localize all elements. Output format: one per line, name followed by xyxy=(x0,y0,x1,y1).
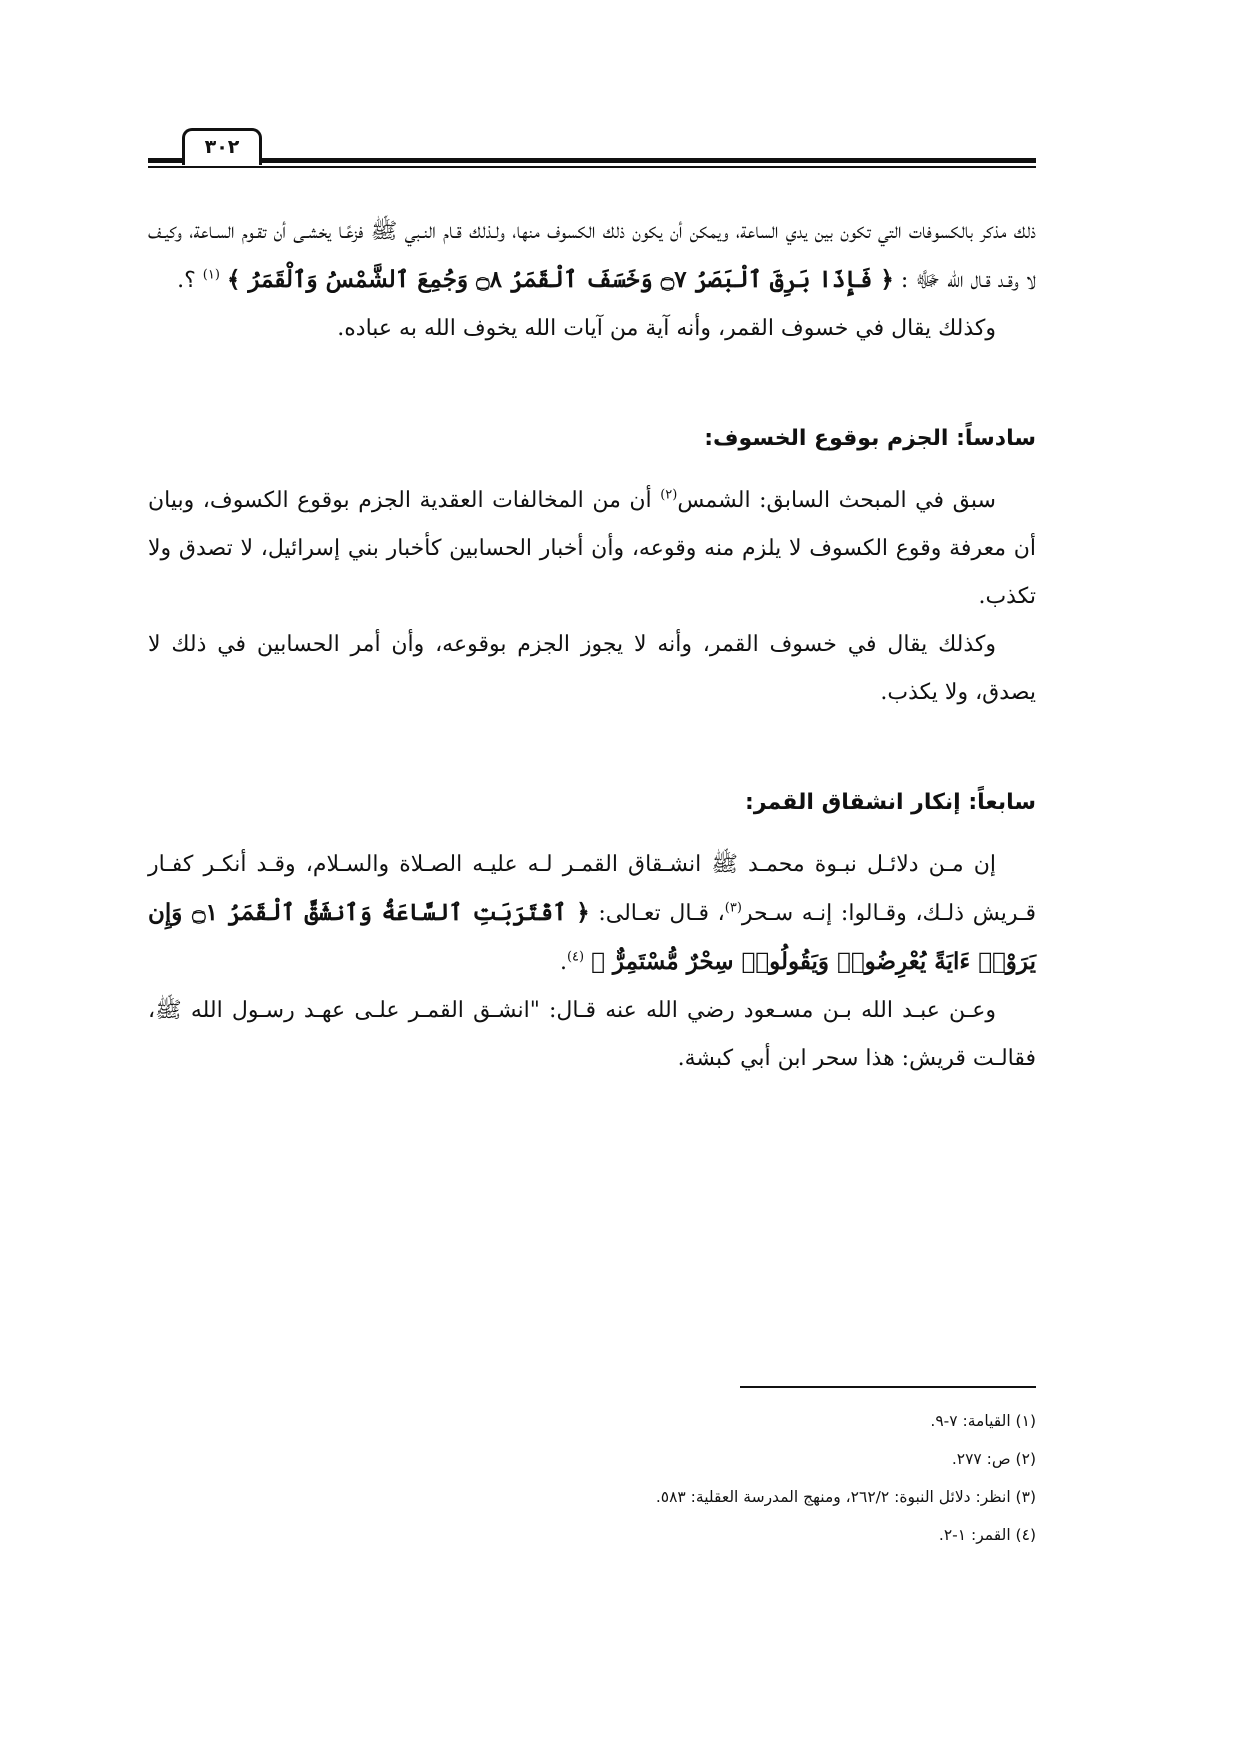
header-rule-thick xyxy=(148,158,1036,163)
footnote-ref: (٣) xyxy=(724,900,742,916)
quran-verse: ﴿ فَإِذَا بَرِقَ ٱلْبَصَرُ ۝٧ وَخَسَفَ ٱلْقَمَرُ ۝٨ وَجُمِعَ ٱلشَّمْسُ وَٱلْقَمَرُ ﴾ xyxy=(226,266,894,293)
paragraph: وكذلك يقال في خسوف القمر، وأنه لا يجوز الجزم بوقوعه، وأن أمر الحسابين في ذلك لا يصدق، ولا يكذب. xyxy=(148,632,1036,705)
footnote: (٢) ص: ٢٧٧. xyxy=(951,1450,1036,1468)
page-number: ٣٠٢ xyxy=(182,128,262,165)
paragraph xyxy=(148,477,1036,621)
footnote-ref: (١) xyxy=(202,267,220,283)
paragraph xyxy=(148,208,1036,305)
section-heading: سادساً: الجزم بوقوع الخسوف: xyxy=(704,426,1036,451)
paragraph-text: . xyxy=(559,950,567,975)
footnote-ref: (٤) xyxy=(566,949,585,965)
page-header xyxy=(148,128,1036,168)
footnote-separator xyxy=(740,1386,1036,1388)
paragraph xyxy=(148,841,1036,987)
paragraph: وعـن عبـد الله بـن مسـعود رضي الله عنه قـال: "انشـق القمـر علـى عهـد رسـول الله ﷺ، فقالـت قريش: هذا سحر ابن أبي كبشة. xyxy=(148,998,1036,1071)
paragraph-text: ؟. xyxy=(177,268,196,293)
footnote-ref: (٢) xyxy=(660,487,678,503)
quran-verse: ﴿ ٱقْتَرَبَتِ ٱلسَّاعَةُ وَٱنشَقَّ ٱلْقَمَرُ ۝١ وَإِن يَرَوْا۟ ءَايَةً يُعْرِضُوا۟ وَيَقُولُوا۟ سِحْرٌ مُّسْتَمِرٌّ ﴾ xyxy=(148,899,1036,975)
footnote: (٣) انظر: دلائل النبوة: ٢٦٢/٢، ومنهج المدرسة العقلية: ٥٨٣. xyxy=(655,1488,1036,1506)
section-heading: سابعاً: إنكار انشقاق القمر: xyxy=(745,790,1036,815)
footnotes xyxy=(148,1402,1036,1554)
paragraph-text: ذلك مذكر بالكسوفات التي تكون بين يدي الساعة، ويمكن أن يكون ذلك الكسوف منها، ولـذلك قـام النـبي ﷺ فزعًـا يخشـى أن تقـوم السـاعة، وكيـف لا وقـد قـال الله ﷻ : xyxy=(148,219,1036,293)
paragraph-text: أن من المخالفات العقدية الجزم بوقوع الكسوف، وبيان أن معرفة وقوع الكسوف لا يلزم منه وقوعه، وأن أخبار الحسابين كأخبار بني إسرائيل، لا تصدق ولا تكذب. xyxy=(148,488,1036,609)
paragraph-text: إن مـن دلائـل نبـوة محمـد ﷺ انشـقاق القمـر لـه عليـه الصـلاة والسـلام، وقـد أنكـر كفـار قـريش ذلـك، وقـالوا: إنـه سـحر xyxy=(148,852,1036,926)
header-rule-thin xyxy=(148,166,1036,168)
footnote: (١) القيامة: ٧-٩. xyxy=(930,1412,1036,1430)
footnote: (٤) القمر: ١-٢. xyxy=(938,1526,1036,1544)
paragraph-text: ، قـال تعـالى: xyxy=(589,901,725,926)
paragraph: وكذلك يقال في خسوف القمر، وأنه آية من آيات الله يخوف الله به عباده. xyxy=(337,316,996,341)
paragraph-text: سبق في المبحث السابق: الشمس xyxy=(677,488,996,513)
page-body xyxy=(148,208,1036,1083)
